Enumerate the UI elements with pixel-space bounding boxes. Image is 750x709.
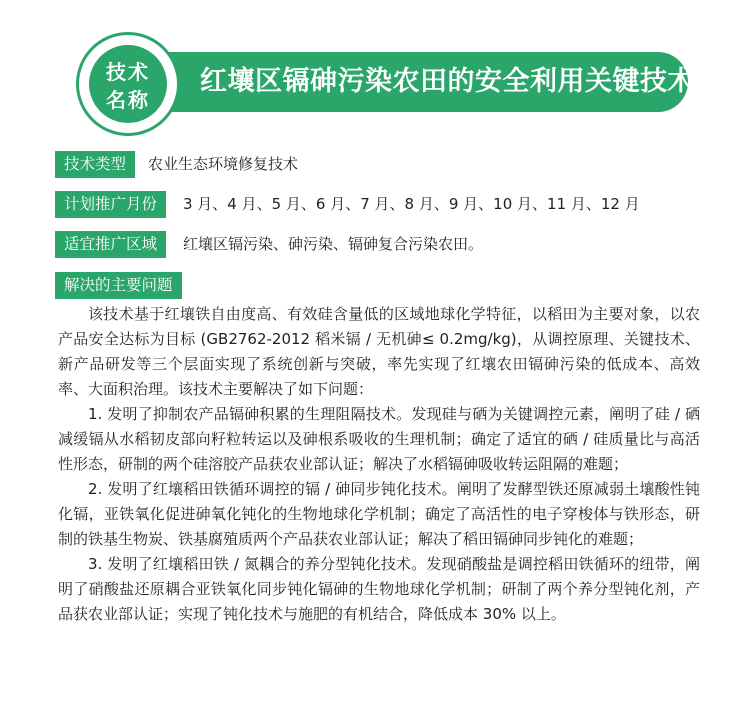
page-title: 红壤区镉砷污染农田的安全利用关键技术	[200, 66, 695, 97]
problem-item-2: 2. 发明了红壤稻田铁循环调控的镉 / 砷同步钝化技术。阐明了发酵型铁还原减弱土壤酸性钝化镉，亚铁氧化促进砷氧化钝化的生物地球化学机制；确定了高活性的电子穿梭体与铁形态，研制的铁基生物炭、铁基腐殖质两个产品获农业部认证；解决了稻田镉砷同步钝化的难题；	[58, 480, 700, 548]
months-value: 3 月、4 月、5 月、6 月、7 月、8 月、9 月、10 月、11 月、12 月	[183, 195, 640, 213]
problem-item-3: 3. 发明了红壤稻田铁 / 氮耦合的养分型钝化技术。发现硝酸盐是调控稻田铁循环的纽带，阐明了硝酸盐还原耦合亚铁氧化同步钝化镉砷的生物地球化学机制；研制了两个养分型钝化剂，产品获农业部认证；实现了钝化技术与施肥的有机结合，降低成本 30% 以上。	[58, 555, 700, 623]
months-label: 计划推广月份	[55, 191, 166, 218]
problems-label: 解决的主要问题	[55, 272, 182, 299]
region-value: 红壤区镉污染、砷污染、镉砷复合污染农田。	[183, 235, 484, 253]
badge-line-2: 名称	[106, 88, 150, 112]
tech-type-value: 农业生态环境修复技术	[148, 155, 299, 173]
badge-line-1: 技术	[106, 60, 150, 84]
problems-body	[58, 302, 700, 627]
tech-type-label: 技术类型	[55, 151, 135, 178]
problems-intro: 该技术基于红壤铁自由度高、有效硅含量低的区域地球化学特征，以稻田为主要对象，以农产品安全达标为目标 (GB2762-2012 稻米镉 / 无机砷≤ 0.2mg/kg)，从调控原理、关键技术、新产品研发等三个层面实现了系统创新与突破，率先实现了红壤农田镉砷污染的低成本、高效率、大面积治理。该技术主要解决了如下问题：	[58, 305, 700, 398]
problem-item-1: 1. 发明了抑制农产品镉砷积累的生理阻隔技术。发现硅与硒为关键调控元素，阐明了硅 / 硒减缓镉从水稻韧皮部向籽粒转运以及砷根系吸收的生理机制；确定了适宜的硒 / 硅质量比与高活性形态，研制的两个硅溶胶产品获农业部认证；解决了水稻镉砷吸收转运阻隔的难题；	[58, 405, 700, 473]
region-label: 适宜推广区域	[55, 231, 166, 258]
